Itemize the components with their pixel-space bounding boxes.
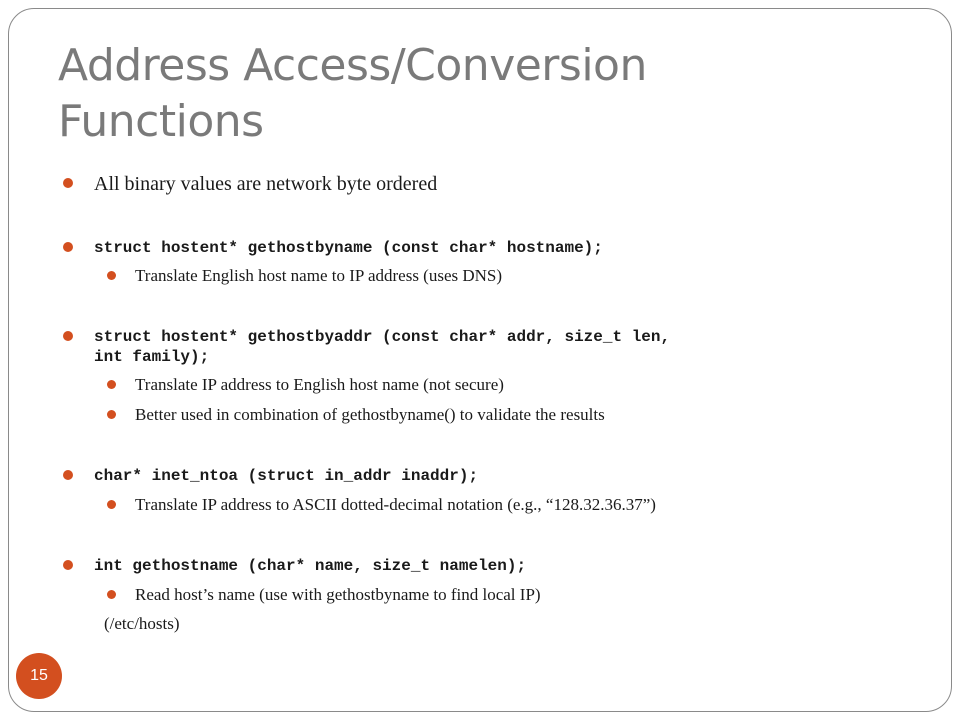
sub-bullet-inet-ntoa-desc: Translate IP address to ASCII dotted-decimal notation (e.g., “128.32.36.37”) [135,495,656,514]
slide-number-badge: 15 [16,653,62,699]
bullet-gethostbyaddr-signature-line-2: int family); [94,348,210,366]
bullet-gethostbyaddr-signature-line-1: struct hostent* gethostbyaddr (const char* addr, size_t len, [94,328,671,346]
sub-bullet-dot-icon [107,410,116,419]
bullet-gethostname-signature: int gethostname (char* name, size_t namelen); [94,557,527,575]
bullet-network-byte-order: All binary values are network byte ordered [94,173,438,195]
sub-bullet-gethostname-desc: Read host’s name (use with gethostbyname to find local IP) [135,585,541,604]
sub-bullet-dot-icon [107,590,116,599]
bullet-dot-icon [63,178,73,188]
bullet-gethostbyname-signature: struct hostent* gethostbyname (const char* hostname); [94,239,603,257]
sub-bullet-dot-icon [107,380,116,389]
bullet-inet-ntoa-signature: char* inet_ntoa (struct in_addr inaddr); [94,467,479,485]
bullet-dot-icon [63,470,73,480]
slide-title-line-2: Functions [58,96,264,147]
slide-title [58,38,898,150]
gethostname-hosts-note: (/etc/hosts) [104,614,180,633]
sub-bullet-dot-icon [107,271,116,280]
sub-bullet-gethostbyname-desc: Translate English host name to IP address (uses DNS) [135,266,503,285]
sub-bullet-gethostbyaddr-desc: Translate IP address to English host name (not secure) [135,375,504,394]
bullet-dot-icon [63,560,73,570]
bullet-dot-icon [63,242,73,252]
slide-title-line-1: Address Access/Conversion [58,40,647,91]
sub-bullet-gethostbyaddr-note: Better used in combination of gethostbyname() to validate the results [135,405,605,424]
bullet-dot-icon [63,331,73,341]
sub-bullet-dot-icon [107,500,116,509]
